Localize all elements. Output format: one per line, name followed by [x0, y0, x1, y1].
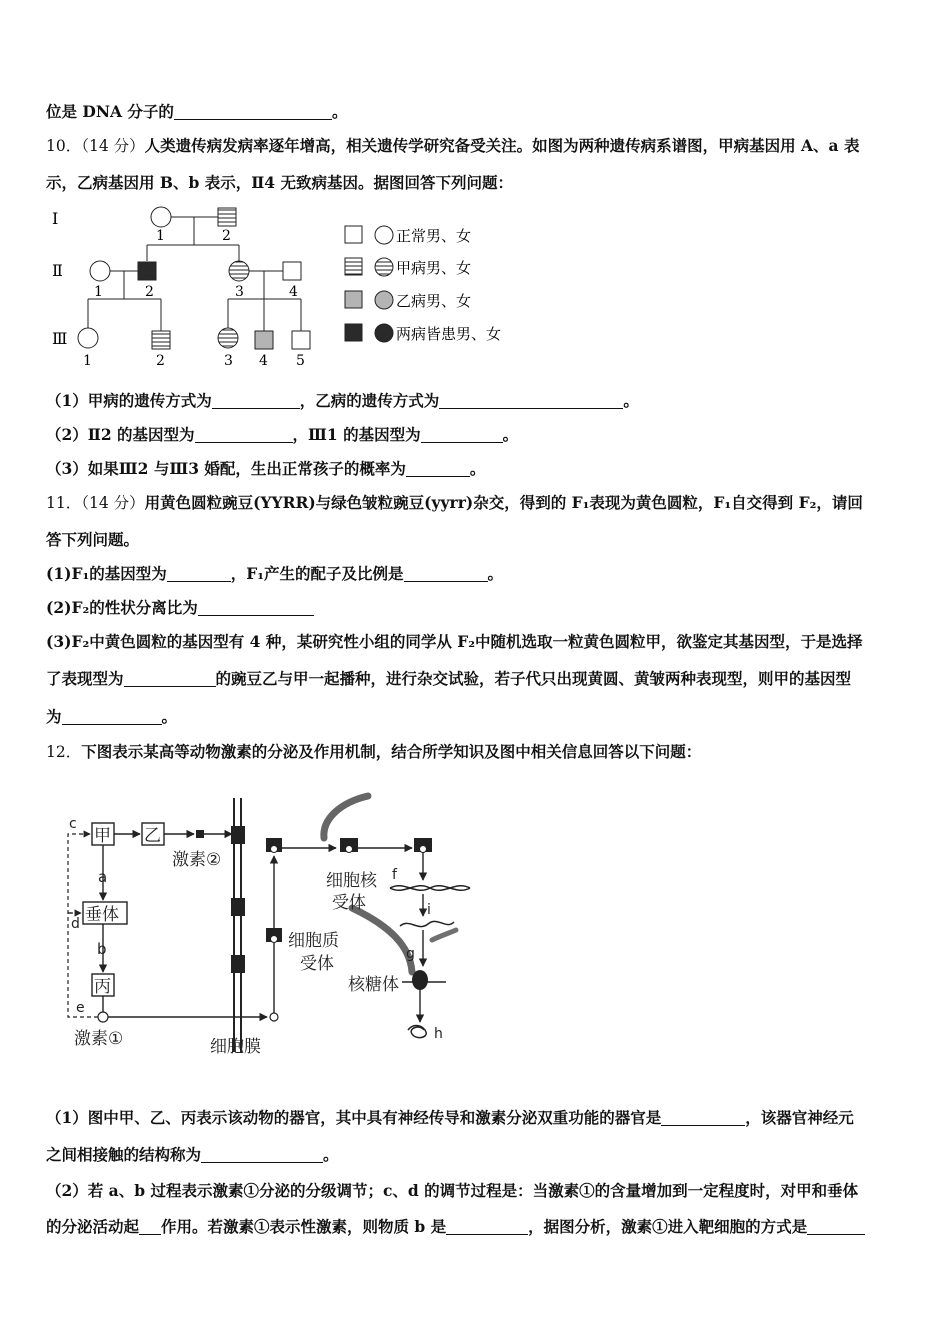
answer-blank[interactable]	[421, 426, 503, 443]
svg-text:c: c	[69, 816, 77, 832]
answer-blank[interactable]	[807, 1218, 865, 1235]
pedigree-chart	[46, 200, 546, 375]
II-4-normal-male	[283, 262, 301, 280]
question-10-line: 10．（14 分）人类遗传病发病率逐年增高，相关遗传学研究备受关注。如图为两种遗传病系谱图，甲病基因用 A、a 表	[46, 136, 860, 155]
III-2-jia-male	[152, 331, 170, 349]
text-line: （1）甲病的遗传方式为 ，乙病的遗传方式为 。	[46, 391, 639, 410]
legend-normal: 正常男、女	[396, 227, 472, 245]
answer-blank[interactable]	[446, 1218, 528, 1235]
legend-jia: 甲病男、女	[396, 259, 472, 277]
hormone-mechanism-diagram	[60, 790, 490, 1070]
generation-label-1: Ⅰ	[52, 209, 59, 228]
answer-blank[interactable]	[198, 599, 314, 616]
svg-text:e: e	[76, 1000, 85, 1016]
text-line: （3）如果Ⅲ2 与Ⅲ3 婚配，生出正常孩子的概率为 。	[46, 459, 486, 478]
text-line: (1)F₁的基因型为 ，F₁产生的配子及比例是 。	[46, 564, 504, 583]
question-number: 11．（14 分）	[46, 494, 145, 512]
text-line: (3)F₂中黄色圆粒的基因型有 4 种，某研究性小组的同学从 F₂中随机选取一粒黄色圆粒甲，欲鉴定其基因型，于是选择	[46, 632, 863, 651]
svg-text:垂体: 垂体	[85, 905, 119, 925]
text-line: 之间相接触的结构称为 。	[46, 1145, 339, 1164]
text-line: (2)F₂的性状分离比为	[46, 597, 904, 619]
legend-yi: 乙病男、女	[396, 292, 472, 310]
question-11-line: 11．（14 分）用黄色圆粒豌豆(YYRR)与绿色皱粒豌豆(yyrr)杂交，得到的 F₁表现为黄色圆粒，F₁自交得到 F₂，请回	[46, 493, 863, 512]
cytoplasm-receptor-label-1: 细胞质	[288, 931, 339, 951]
svg-text:1: 1	[83, 353, 92, 369]
hormone-1-label: 激素①	[74, 1029, 124, 1049]
II-3-jia-female	[229, 261, 249, 281]
svg-text:1: 1	[94, 284, 103, 300]
answer-blank[interactable]	[62, 708, 162, 725]
answer-blank[interactable]	[661, 1109, 745, 1126]
question-12-line: 12．下图表示某高等动物激素的分泌及作用机制，结合所学知识及图中相关信息回答以下问题：	[46, 742, 702, 761]
text-line: （2）若 a、b 过程表示激素①分泌的分级调节；c、d 的调节过程是：当激素①的含量增加到一定程度时，对甲和垂体	[46, 1181, 859, 1200]
svg-text:4: 4	[289, 284, 298, 300]
answer-blank[interactable]	[139, 1218, 161, 1235]
answer-blank[interactable]	[406, 460, 470, 477]
cell-membrane-label: 细胞膜	[210, 1037, 261, 1057]
svg-text:2: 2	[222, 228, 231, 244]
answer-blank[interactable]	[167, 565, 231, 582]
svg-text:2: 2	[145, 284, 154, 300]
svg-text:1: 1	[156, 228, 165, 244]
svg-text:2: 2	[156, 353, 165, 369]
svg-text:f: f	[392, 867, 397, 883]
svg-text:乙: 乙	[144, 826, 161, 846]
generation-label-3: Ⅲ	[52, 329, 68, 348]
cytoplasm-receptor-label-2: 受体	[300, 954, 334, 974]
III-1-normal-female	[78, 328, 98, 348]
svg-text:3: 3	[235, 284, 244, 300]
answer-blank[interactable]	[174, 103, 332, 120]
nuclear-receptor-label-1: 细胞核	[326, 871, 377, 891]
svg-text:g: g	[406, 946, 415, 962]
text-line: 为 。	[46, 707, 178, 726]
svg-text:i: i	[427, 902, 431, 918]
answer-blank[interactable]	[404, 565, 488, 582]
III-5-normal-male	[292, 331, 310, 349]
answer-blank[interactable]	[195, 426, 293, 443]
generation-label-2: Ⅱ	[52, 261, 63, 280]
svg-text:丙: 丙	[94, 977, 111, 997]
answer-blank[interactable]	[439, 392, 623, 409]
svg-text:b: b	[97, 940, 107, 958]
nuclear-receptor-label-2: 受体	[332, 893, 366, 913]
text-line: 的分泌活动起 作用。若激素①表示性激素，则物质 b 是 ，据图分析，激素①进入靶细胞的方式是	[46, 1216, 904, 1238]
answer-blank[interactable]	[124, 670, 216, 687]
svg-text:h: h	[434, 1026, 443, 1042]
ribosome-label: 核糖体	[348, 975, 399, 995]
question-number: 12．	[46, 743, 82, 761]
I-2-jia-male	[218, 208, 236, 226]
text-line: 了表现型为 的豌豆乙与甲一起播种，进行杂交试验，若子代只出现黄圆、黄皱两种表现型，则甲的基因型	[46, 669, 852, 688]
svg-text:d: d	[71, 916, 80, 932]
I-1-normal-female	[151, 207, 171, 227]
svg-text:3: 3	[224, 353, 233, 369]
svg-text:a: a	[98, 868, 108, 886]
svg-text:5: 5	[296, 353, 305, 369]
text-line: （1）图中甲、乙、丙表示该动物的器官，其中具有神经传导和激素分泌双重功能的器官是 ，该器官神经元	[46, 1108, 854, 1127]
svg-text:4: 4	[259, 353, 268, 369]
hormone-2-label: 激素②	[172, 850, 222, 870]
text-line: 示，乙病基因用 B、b 表示，Ⅱ4 无致病基因。据图回答下列问题：	[46, 173, 513, 192]
III-3-jia-female	[218, 328, 238, 348]
III-4-yi-male	[255, 331, 273, 349]
II-2-both-male	[138, 262, 156, 280]
text-line: （2）Ⅱ2 的基因型为 ，Ⅲ1 的基因型为 。	[46, 425, 519, 444]
pedigree-legend	[345, 226, 501, 343]
answer-blank[interactable]	[201, 1146, 323, 1163]
text-line: 答下列问题。	[46, 530, 140, 549]
II-1-normal-female	[90, 261, 110, 281]
answer-blank[interactable]	[212, 392, 300, 409]
svg-text:甲: 甲	[94, 826, 111, 846]
legend-both: 两病皆患男、女	[396, 325, 502, 343]
question-number: 10．（14 分）	[46, 137, 145, 155]
text-line: 位是 DNA 分子的 。	[46, 102, 348, 121]
